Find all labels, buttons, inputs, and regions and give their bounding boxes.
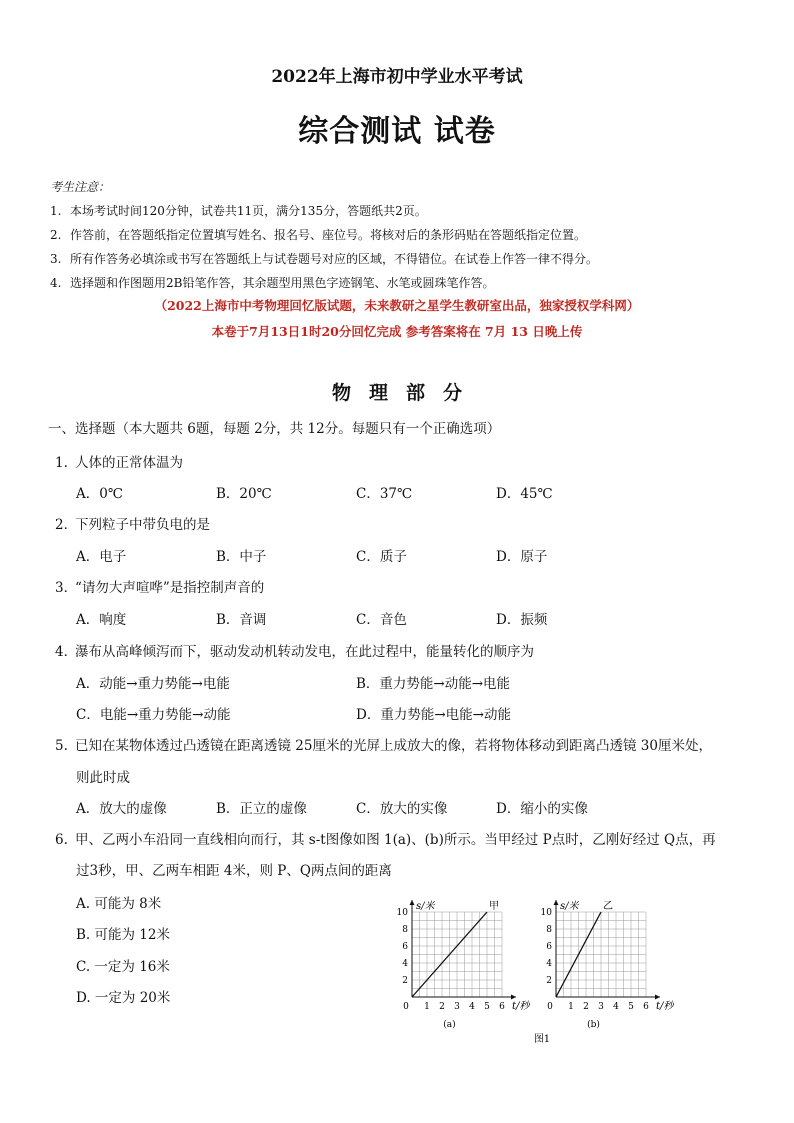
option-c: C．放大的实像 — [356, 801, 448, 817]
question-stem — [55, 734, 712, 754]
notice-item — [50, 226, 586, 243]
origin-label: 0 — [547, 1002, 553, 1012]
option-b: B. 可能为 12米 — [76, 927, 170, 943]
y-tick-label: 8 — [546, 925, 552, 935]
notice-num: 3. — [50, 252, 62, 266]
option-a: A．电子 — [76, 549, 127, 565]
graph-sublabel: (a) — [443, 1020, 456, 1030]
option-b: B．正立的虚像 — [216, 801, 307, 817]
y-axis-arrow-icon — [554, 900, 559, 905]
notice-num: 1. — [50, 204, 62, 218]
y-tick-label: 10 — [396, 908, 408, 918]
series-label: 乙 — [603, 901, 613, 912]
option-a: A．放大的虚像 — [76, 801, 167, 817]
option-c: C．37℃ — [356, 486, 413, 502]
paper-title: 综合测试 试卷 — [298, 114, 496, 149]
notice-text: 作答前，在答题纸指定位置填写姓名、报名号、座位号。将核对后的条形码贴在答题纸指定位置。 — [70, 228, 587, 242]
question-stem-continued: 过3秒，甲、乙两车相距 4米，则 P、Q两点间的距离 — [76, 863, 392, 879]
question-text: 人体的正常体温为 — [75, 455, 183, 471]
question-text: 甲、乙两小车沿同一直线相向而行，其 s-t图像如图 1(a)、(b)所示。当甲经过 P点时，乙刚好经过 Q点，再 — [75, 832, 716, 848]
question-stem — [55, 828, 716, 848]
y-tick-label: 2 — [546, 976, 552, 986]
x-axis-arrow-icon — [511, 995, 516, 1000]
graph-a — [397, 900, 532, 1030]
y-axis-label: s/米 — [416, 901, 435, 912]
notice-item — [50, 250, 598, 267]
graph-sublabel: (b) — [587, 1020, 600, 1030]
figure-1 — [380, 895, 700, 1045]
option-a: A．0℃ — [76, 486, 123, 502]
y-axis-arrow-icon — [410, 900, 415, 905]
exam-title: 2022年上海市初中学业水平考试 — [271, 67, 523, 87]
y-tick-label: 6 — [546, 942, 552, 952]
option-a: A．响度 — [76, 612, 127, 628]
notice-text: 选择题和作图题用2B铅笔作答，其余题型用黑色字迹钢笔、水笔或圆珠笔作答。 — [70, 276, 495, 290]
question-num: 4． — [55, 644, 78, 660]
origin-label: 0 — [403, 1002, 409, 1012]
y-tick-label: 10 — [540, 908, 552, 918]
notice-num: 4. — [50, 276, 62, 290]
option-d: D．振频 — [496, 612, 548, 628]
x-axis-label: t/秒 — [656, 1001, 674, 1012]
question-group-heading: 一、选择题（本大题共 6题，每题 2分，共 12分。每题只有一个正确选项） — [48, 421, 501, 437]
question-num: 3． — [55, 580, 78, 596]
question-stem — [55, 451, 183, 471]
option-d: D．重力势能→电能→动能 — [356, 707, 511, 723]
x-tick-label: 6 — [499, 1002, 505, 1012]
figure-caption: 图1 — [533, 1034, 551, 1045]
question-num: 5. — [55, 738, 68, 754]
question-num: 1. — [55, 455, 68, 471]
upload-note: 本卷于7月13日1时20分回忆完成 参考答案将在 7月 13 日晚上传 — [211, 324, 583, 339]
question-text: 已知在某物体透过凸透镜在距离透镜 25厘米的光屏上成放大的像，若将物体移动到距离凸透镜 30厘米处， — [75, 738, 712, 754]
option-d: D．45℃ — [496, 486, 553, 502]
option-a: A．动能→重力势能→电能 — [76, 676, 230, 692]
x-tick-label: 3 — [598, 1002, 604, 1012]
option-c: C．电能→重力势能→动能 — [76, 707, 231, 723]
option-c: C. 一定为 16米 — [76, 959, 170, 975]
notice-item — [50, 202, 427, 219]
x-tick-label: 1 — [568, 1002, 574, 1012]
option-b: B．20℃ — [216, 486, 272, 502]
section-title: 物理部分 — [331, 382, 480, 404]
x-tick-label: 4 — [613, 1002, 619, 1012]
option-c: C．质子 — [356, 549, 407, 565]
option-a: A. 可能为 8米 — [76, 896, 162, 912]
y-tick-label: 8 — [402, 925, 408, 935]
question-stem — [55, 576, 264, 596]
option-d: D. 一定为 20米 — [76, 990, 171, 1006]
x-tick-label: 1 — [424, 1002, 430, 1012]
question-text: 下列粒子中带负电的是 — [75, 517, 210, 533]
option-b: B．中子 — [216, 549, 267, 565]
question-stem — [55, 513, 210, 533]
x-tick-label: 3 — [454, 1002, 460, 1012]
question-stem — [55, 640, 534, 660]
option-d: D．原子 — [496, 549, 548, 565]
option-c: C．音色 — [356, 612, 407, 628]
notice-text: 所有作答务必填涂或书写在答题纸上与试卷题号对应的区域，不得错位。在试卷上作答一律不得分。 — [70, 252, 599, 266]
x-tick-label: 2 — [439, 1002, 445, 1012]
y-tick-label: 4 — [402, 959, 408, 969]
option-b: B．音调 — [216, 612, 267, 628]
option-b: B．重力势能→动能→电能 — [356, 676, 511, 692]
series-label: 甲 — [489, 901, 499, 912]
graph-b — [541, 900, 676, 1030]
y-tick-label: 6 — [402, 942, 408, 952]
question-num: 6. — [55, 832, 68, 848]
y-tick-label: 2 — [402, 976, 408, 986]
x-axis-arrow-icon — [655, 995, 660, 1000]
x-tick-label: 6 — [643, 1002, 649, 1012]
question-text: “请勿大声喧哗”是指控制声音的 — [75, 580, 265, 596]
x-axis-label: t/秒 — [512, 1001, 530, 1012]
notice-num: 2. — [50, 228, 62, 242]
question-num: 2． — [55, 517, 78, 533]
x-tick-label: 5 — [484, 1002, 490, 1012]
x-tick-label: 4 — [469, 1002, 475, 1012]
notice-text: 本场考试时间120分钟，试卷共11页，满分135分，答题纸共2页。 — [70, 204, 427, 218]
question-text: 瀑布从高峰倾泻而下，驱动发动机转动发电，在此过程中，能量转化的顺序为 — [75, 644, 534, 660]
option-d: D．缩小的实像 — [496, 801, 588, 817]
notice-item — [50, 274, 494, 291]
notice-heading: 考生注意： — [50, 180, 111, 194]
source-note: （2022上海市中考物理回忆版试题，未来教研之星学生教研室出品，独家授权学科网） — [154, 298, 640, 313]
y-tick-label: 4 — [546, 959, 552, 969]
x-tick-label: 2 — [583, 1002, 589, 1012]
y-axis-label: s/米 — [560, 901, 579, 912]
x-tick-label: 5 — [628, 1002, 634, 1012]
question-stem-continued: 则此时成 — [76, 770, 130, 786]
